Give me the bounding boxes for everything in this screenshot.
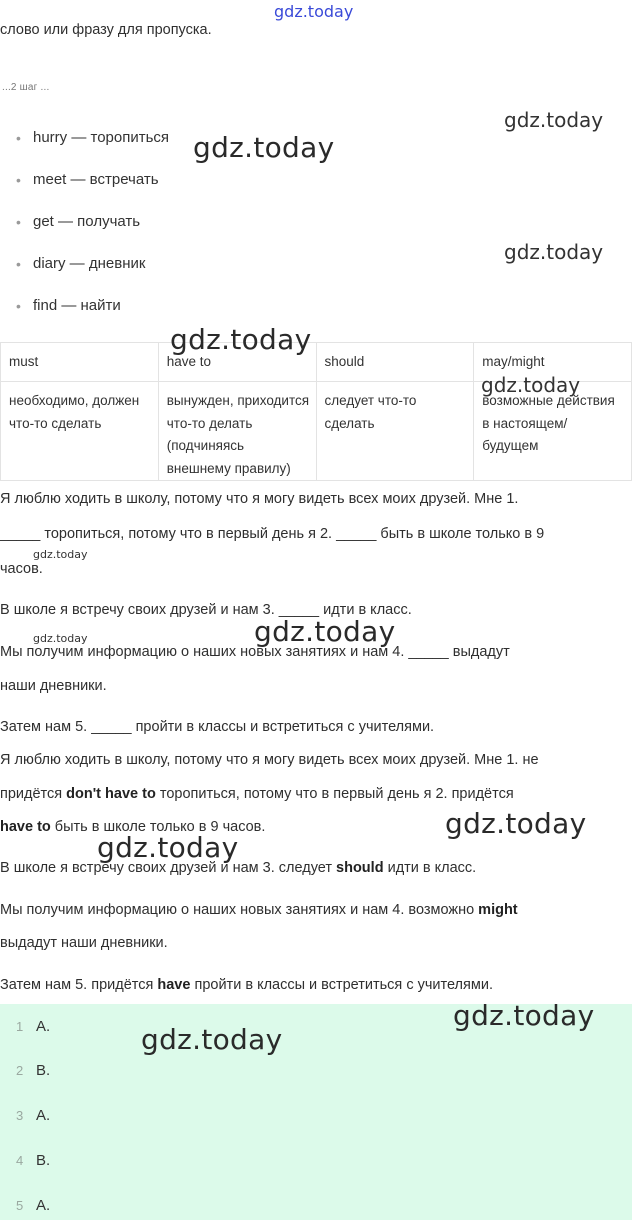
list-item: • hurry — торопиться — [0, 118, 169, 160]
section-tag: ...2 шаг ... — [2, 82, 50, 93]
solution-line: Затем нам 5. придётся have пройти в классы и встретиться с учителями. — [0, 977, 493, 993]
table-header-cell: have to — [158, 343, 316, 382]
watermark: gdz.today — [33, 632, 88, 645]
table-cell: возможные действия в настоящем/ будущем — [474, 382, 632, 481]
watermark: gdz.today — [141, 1023, 283, 1056]
table-cell: вынужден, приходится что-то делать (подчиняясь внешнему правилу) — [158, 382, 316, 481]
modal-verbs-table — [0, 342, 632, 481]
task-line: Я люблю ходить в школу, потому что я могу видеть всех моих друзей. Мне 1. — [0, 491, 519, 507]
watermark: gdz.today — [33, 548, 88, 561]
list-item: • meet — встречать — [0, 160, 169, 202]
bullet-icon: • — [16, 298, 21, 314]
table-header-cell: must — [1, 343, 159, 382]
task-line: Мы получим информацию о наших новых занятиях и нам 4. _____ выдадут — [0, 644, 510, 660]
bullet-icon: • — [16, 130, 21, 146]
table-header-cell: should — [316, 343, 474, 382]
watermark: gdz.today — [504, 108, 604, 132]
task-line: В школе я встречу своих друзей и нам 3. _____ идти в класс. — [0, 602, 412, 618]
task-line: _____ торопиться, потому что в первый день я 2. _____ быть в школе только в 9 — [0, 526, 545, 542]
watermark: gdz.today — [481, 373, 581, 397]
solution-line: have to быть в школе только в 9 часов. — [0, 819, 266, 835]
solution-line: Мы получим информацию о наших новых занятиях и нам 4. возможно might — [0, 902, 518, 918]
solution-line: выдадут наши дневники. — [0, 935, 168, 951]
solution-line: придётся don't have to торопиться, потому что в первый день я 2. придётся — [0, 786, 514, 802]
watermark: gdz.today — [170, 323, 312, 356]
bullet-icon: • — [16, 214, 21, 230]
task-line: наши дневники. — [0, 678, 107, 694]
watermark: gdz.today — [504, 240, 604, 264]
watermark-top: gdz.today — [274, 2, 354, 21]
table-cell: необходимо, должен что-то сделать — [1, 382, 159, 481]
vocabulary-list — [0, 118, 169, 328]
bullet-icon: • — [16, 256, 21, 272]
list-item: • find — найти — [0, 286, 169, 328]
watermark: gdz.today — [453, 999, 595, 1032]
solution-line: Я люблю ходить в школу, потому что я могу видеть всех моих друзей. Мне 1. не — [0, 752, 539, 768]
bullet-icon: • — [16, 172, 21, 188]
solution-line: В школе я встречу своих друзей и нам 3. следует should идти в класс. — [0, 860, 477, 876]
list-item: • diary — дневник — [0, 244, 169, 286]
table-cell: следует что-то сделать — [316, 382, 474, 481]
table-header-cell: may/might — [474, 343, 632, 382]
watermark: gdz.today — [254, 615, 396, 648]
answer-block: 1 A. 2 B. 3 A. 4 B. 5 A. — [0, 1004, 632, 1220]
watermark: gdz.today — [193, 131, 335, 164]
watermark: gdz.today — [97, 831, 239, 864]
task-line: часов. — [0, 561, 43, 577]
task-line: Затем нам 5. _____ пройти в классы и встретиться с учителями. — [0, 719, 435, 735]
intro-text: слово или фразу для пропуска. — [0, 22, 212, 38]
watermark: gdz.today — [445, 807, 587, 840]
list-item: • get — получать — [0, 202, 169, 244]
